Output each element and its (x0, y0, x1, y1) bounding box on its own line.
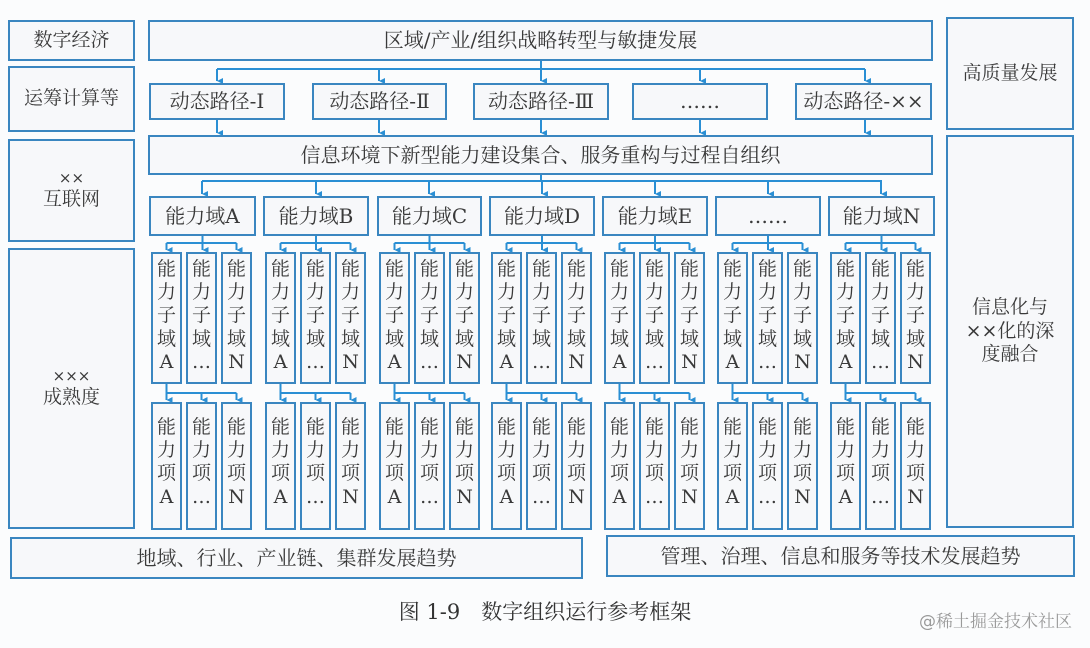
char: 力 (340, 439, 360, 462)
capability-item (221, 402, 252, 530)
char: 能 (835, 258, 855, 280)
capability-band-text: 信息环境下新型能力建设集合、服务重构与过程自组织 (300, 142, 781, 167)
domain-label: 能力域E (617, 203, 693, 228)
char: 子 (419, 304, 439, 327)
label: 互联网 (42, 188, 100, 210)
char: 力 (305, 439, 325, 462)
domain-label: 能力域C (391, 203, 468, 228)
bottom-left-trend (10, 537, 583, 579)
char: A (159, 350, 174, 373)
char: 力 (156, 439, 176, 462)
capability-item (604, 402, 635, 530)
char: 力 (722, 439, 742, 462)
capability-item (900, 402, 931, 530)
capability-subdomain (151, 252, 182, 384)
capability-subdomain (335, 252, 366, 384)
char: 能 (644, 416, 664, 438)
char: 项 (496, 462, 516, 485)
char: 力 (792, 281, 812, 304)
path-xx (795, 83, 932, 120)
capability-item (865, 402, 896, 530)
label-top: ××× (52, 367, 91, 386)
capability-item (186, 402, 217, 530)
char: 项 (679, 462, 699, 485)
char: 能 (496, 416, 516, 438)
char: N (907, 485, 924, 508)
domain-label: 能力域B (278, 203, 354, 228)
capability-domain (149, 196, 256, 236)
char: 能 (792, 258, 812, 280)
char: 域 (156, 327, 176, 350)
char: 项 (757, 462, 777, 485)
char: 子 (609, 304, 629, 327)
char: 能 (905, 258, 925, 280)
char: 力 (722, 281, 742, 304)
char: 项 (384, 462, 404, 485)
char: A (725, 485, 740, 508)
char: … (192, 350, 211, 373)
capability-item (449, 402, 480, 530)
char: 能 (226, 258, 246, 280)
char: 域 (870, 327, 890, 350)
char: 项 (419, 462, 439, 485)
path-2 (312, 83, 447, 120)
char: 力 (531, 439, 551, 462)
char: 能 (757, 416, 777, 438)
char: 域 (905, 327, 925, 350)
path-label: 动态路径-Ⅰ (169, 89, 265, 113)
char: 子 (384, 304, 404, 327)
char: 力 (679, 281, 699, 304)
char: N (568, 350, 585, 373)
char: 力 (609, 439, 629, 462)
char: 力 (384, 439, 404, 462)
line-3: 度融合 (981, 343, 1039, 366)
capability-subdomain (561, 252, 592, 384)
char: 子 (270, 304, 290, 327)
char: N (794, 485, 811, 508)
line-2: ××化的深 (965, 319, 1055, 342)
capability-item (265, 402, 296, 530)
capability-item (414, 402, 445, 530)
char: N (907, 350, 924, 373)
capability-subdomain (865, 252, 896, 384)
char: 子 (305, 304, 325, 327)
char: 能 (191, 258, 211, 280)
char: 域 (792, 327, 812, 350)
char: N (228, 350, 245, 373)
char: 能 (722, 416, 742, 438)
char: 力 (870, 439, 890, 462)
char: 子 (835, 304, 855, 327)
char: 力 (792, 439, 812, 462)
capability-item (717, 402, 748, 530)
watermark: @稀土掘金技术社区 (919, 612, 1072, 632)
path-label: …… (680, 89, 720, 113)
char: 域 (496, 327, 516, 350)
char: … (758, 350, 777, 373)
char: N (228, 485, 245, 508)
char: … (532, 350, 551, 373)
char: 项 (835, 462, 855, 485)
char: 能 (156, 416, 176, 438)
char: 能 (792, 416, 812, 438)
char: 能 (496, 258, 516, 280)
char: 域 (270, 327, 290, 350)
capability-subdomain (526, 252, 557, 384)
char: 子 (679, 304, 699, 327)
char: 项 (722, 462, 742, 485)
char: 子 (905, 304, 925, 327)
char: 力 (454, 439, 474, 462)
char: 力 (679, 439, 699, 462)
char: … (758, 485, 777, 508)
char: 力 (419, 281, 439, 304)
char: … (306, 350, 325, 373)
capability-domain (489, 196, 595, 236)
char: 能 (870, 416, 890, 438)
char: 能 (609, 258, 629, 280)
char: A (499, 485, 514, 508)
figure-caption: 图 1-9 数字组织运行参考框架 (398, 600, 692, 624)
char: 能 (305, 416, 325, 438)
capability-item (151, 402, 182, 530)
capability-subdomain (604, 252, 635, 384)
char: 域 (419, 327, 439, 350)
char: A (159, 485, 174, 508)
char: 能 (270, 258, 290, 280)
char: 子 (644, 304, 664, 327)
char: 能 (531, 416, 551, 438)
char: A (273, 485, 288, 508)
char: … (420, 485, 439, 508)
char: 项 (454, 462, 474, 485)
char: A (387, 485, 402, 508)
char: 项 (609, 462, 629, 485)
char: N (568, 485, 585, 508)
char: 项 (792, 462, 812, 485)
char: 子 (870, 304, 890, 327)
char: 域 (531, 327, 551, 350)
char: 能 (270, 416, 290, 438)
capability-domain (602, 196, 708, 236)
char: 力 (531, 281, 551, 304)
bottom-right-trend (606, 535, 1075, 577)
char: 能 (156, 258, 176, 280)
char: 子 (156, 304, 176, 327)
char: 子 (566, 304, 586, 327)
capability-item (526, 402, 557, 530)
char: 子 (722, 304, 742, 327)
char: 力 (226, 439, 246, 462)
char: 项 (531, 462, 551, 485)
char: … (192, 485, 211, 508)
domain-label: …… (748, 203, 788, 228)
char: 力 (305, 281, 325, 304)
char: 项 (870, 462, 890, 485)
capability-item (639, 402, 670, 530)
path-label: 动态路径-Ⅲ (487, 89, 595, 113)
char: 力 (340, 281, 360, 304)
char: 能 (305, 258, 325, 280)
char: 子 (226, 304, 246, 327)
char: 能 (566, 416, 586, 438)
bottom-left-text: 地域、行业、产业链、集群发展趋势 (136, 545, 457, 570)
line-1: 信息化与 (971, 295, 1048, 318)
char: 能 (384, 258, 404, 280)
char: N (681, 485, 698, 508)
char: 子 (757, 304, 777, 327)
label: 高质量发展 (962, 61, 1058, 84)
char: A (273, 350, 288, 373)
char: 力 (644, 439, 664, 462)
strategy-text: 区域/产业/组织战略转型与敏捷发展 (383, 28, 698, 52)
domain-label: 能力域D (503, 203, 581, 228)
capability-subdomain (674, 252, 705, 384)
capability-item (830, 402, 861, 530)
char: A (838, 350, 853, 373)
capability-subdomain (186, 252, 217, 384)
char: 力 (270, 439, 290, 462)
char: 力 (566, 439, 586, 462)
char: 力 (496, 281, 516, 304)
capability-item (561, 402, 592, 530)
char: 力 (644, 281, 664, 304)
char: 力 (191, 281, 211, 304)
capability-domain (715, 196, 821, 236)
capability-item (787, 402, 818, 530)
char: N (342, 485, 359, 508)
char: 能 (722, 258, 742, 280)
path-label: 动态路径-Ⅱ (329, 89, 430, 113)
path-1 (149, 83, 285, 120)
capability-subdomain (379, 252, 410, 384)
char: 域 (644, 327, 664, 350)
char: 子 (191, 304, 211, 327)
char: A (612, 485, 627, 508)
char: N (681, 350, 698, 373)
capability-subdomain (491, 252, 522, 384)
char: 能 (454, 258, 474, 280)
char: 域 (609, 327, 629, 350)
char: 域 (305, 327, 325, 350)
char: 力 (870, 281, 890, 304)
capability-item (752, 402, 783, 530)
capability-subdomain (221, 252, 252, 384)
char: 力 (757, 439, 777, 462)
char: … (645, 350, 664, 373)
capability-domain (377, 196, 482, 236)
char: 力 (226, 281, 246, 304)
char: 子 (454, 304, 474, 327)
char: 域 (226, 327, 246, 350)
char: 能 (679, 258, 699, 280)
label-top: ×× (58, 169, 85, 188)
capability-subdomain (900, 252, 931, 384)
char: … (306, 485, 325, 508)
char: 域 (384, 327, 404, 350)
char: N (456, 350, 473, 373)
char: … (420, 350, 439, 373)
char: 域 (191, 327, 211, 350)
char: N (342, 350, 359, 373)
char: 能 (835, 416, 855, 438)
capability-band (148, 135, 933, 175)
char: 域 (757, 327, 777, 350)
char: 项 (270, 462, 290, 485)
char: 能 (566, 258, 586, 280)
char: 能 (870, 258, 890, 280)
capability-item (335, 402, 366, 530)
char: A (838, 485, 853, 508)
char: 域 (722, 327, 742, 350)
char: 能 (609, 416, 629, 438)
char: 子 (340, 304, 360, 327)
char: A (499, 350, 514, 373)
char: A (387, 350, 402, 373)
capability-subdomain (300, 252, 331, 384)
domain-label: 能力域A (165, 203, 240, 228)
char: 能 (384, 416, 404, 438)
char: 能 (419, 416, 439, 438)
char: 能 (905, 416, 925, 438)
char: … (871, 485, 890, 508)
char: 域 (566, 327, 586, 350)
char: 力 (496, 439, 516, 462)
char: 能 (191, 416, 211, 438)
char: 项 (340, 462, 360, 485)
char: 能 (340, 416, 360, 438)
capability-subdomain (414, 252, 445, 384)
capability-subdomain (787, 252, 818, 384)
char: 项 (226, 462, 246, 485)
label: 运筹计算等 (23, 87, 119, 110)
char: 能 (679, 416, 699, 438)
char: … (645, 485, 664, 508)
path-label: 动态路径-×× (803, 89, 924, 113)
char: 力 (905, 281, 925, 304)
label: 成熟度 (42, 386, 100, 408)
char: 子 (496, 304, 516, 327)
capability-domain (263, 196, 369, 236)
char: … (532, 485, 551, 508)
char: 力 (270, 281, 290, 304)
char: A (612, 350, 627, 373)
char: A (725, 350, 740, 373)
char: … (871, 350, 890, 373)
char: 项 (644, 462, 664, 485)
char: 子 (792, 304, 812, 327)
char: 力 (566, 281, 586, 304)
char: 项 (156, 462, 176, 485)
char: 能 (454, 416, 474, 438)
char: 能 (340, 258, 360, 280)
capability-subdomain (830, 252, 861, 384)
capability-subdomain (449, 252, 480, 384)
char: 项 (566, 462, 586, 485)
char: N (794, 350, 811, 373)
char: 项 (305, 462, 325, 485)
char: 力 (905, 439, 925, 462)
capability-subdomain (717, 252, 748, 384)
capability-item (491, 402, 522, 530)
capability-item (379, 402, 410, 530)
char: 力 (191, 439, 211, 462)
bottom-right-text: 管理、治理、信息和服务等技术发展趋势 (660, 543, 1021, 568)
char: 能 (757, 258, 777, 280)
domain-label: 能力域N (842, 203, 921, 228)
char: 域 (679, 327, 699, 350)
capability-item (674, 402, 705, 530)
label: 数字经济 (33, 28, 110, 51)
char: 域 (835, 327, 855, 350)
strategy-bar (148, 20, 933, 61)
capability-item (300, 402, 331, 530)
char: 能 (226, 416, 246, 438)
char: 能 (419, 258, 439, 280)
char: 力 (835, 439, 855, 462)
char: 能 (644, 258, 664, 280)
char: 力 (156, 281, 176, 304)
capability-domain (828, 196, 935, 236)
char: 域 (454, 327, 474, 350)
char: 项 (191, 462, 211, 485)
char: 力 (757, 281, 777, 304)
char: 力 (419, 439, 439, 462)
char: 力 (384, 281, 404, 304)
char: 域 (340, 327, 360, 350)
char: 子 (531, 304, 551, 327)
capability-subdomain (752, 252, 783, 384)
char: 能 (531, 258, 551, 280)
char: 力 (454, 281, 474, 304)
path-ellipsis (632, 83, 768, 120)
capability-subdomain (639, 252, 670, 384)
char: 力 (609, 281, 629, 304)
path-3 (473, 83, 609, 120)
char: 力 (835, 281, 855, 304)
char: 项 (905, 462, 925, 485)
capability-subdomain (265, 252, 296, 384)
char: N (456, 485, 473, 508)
